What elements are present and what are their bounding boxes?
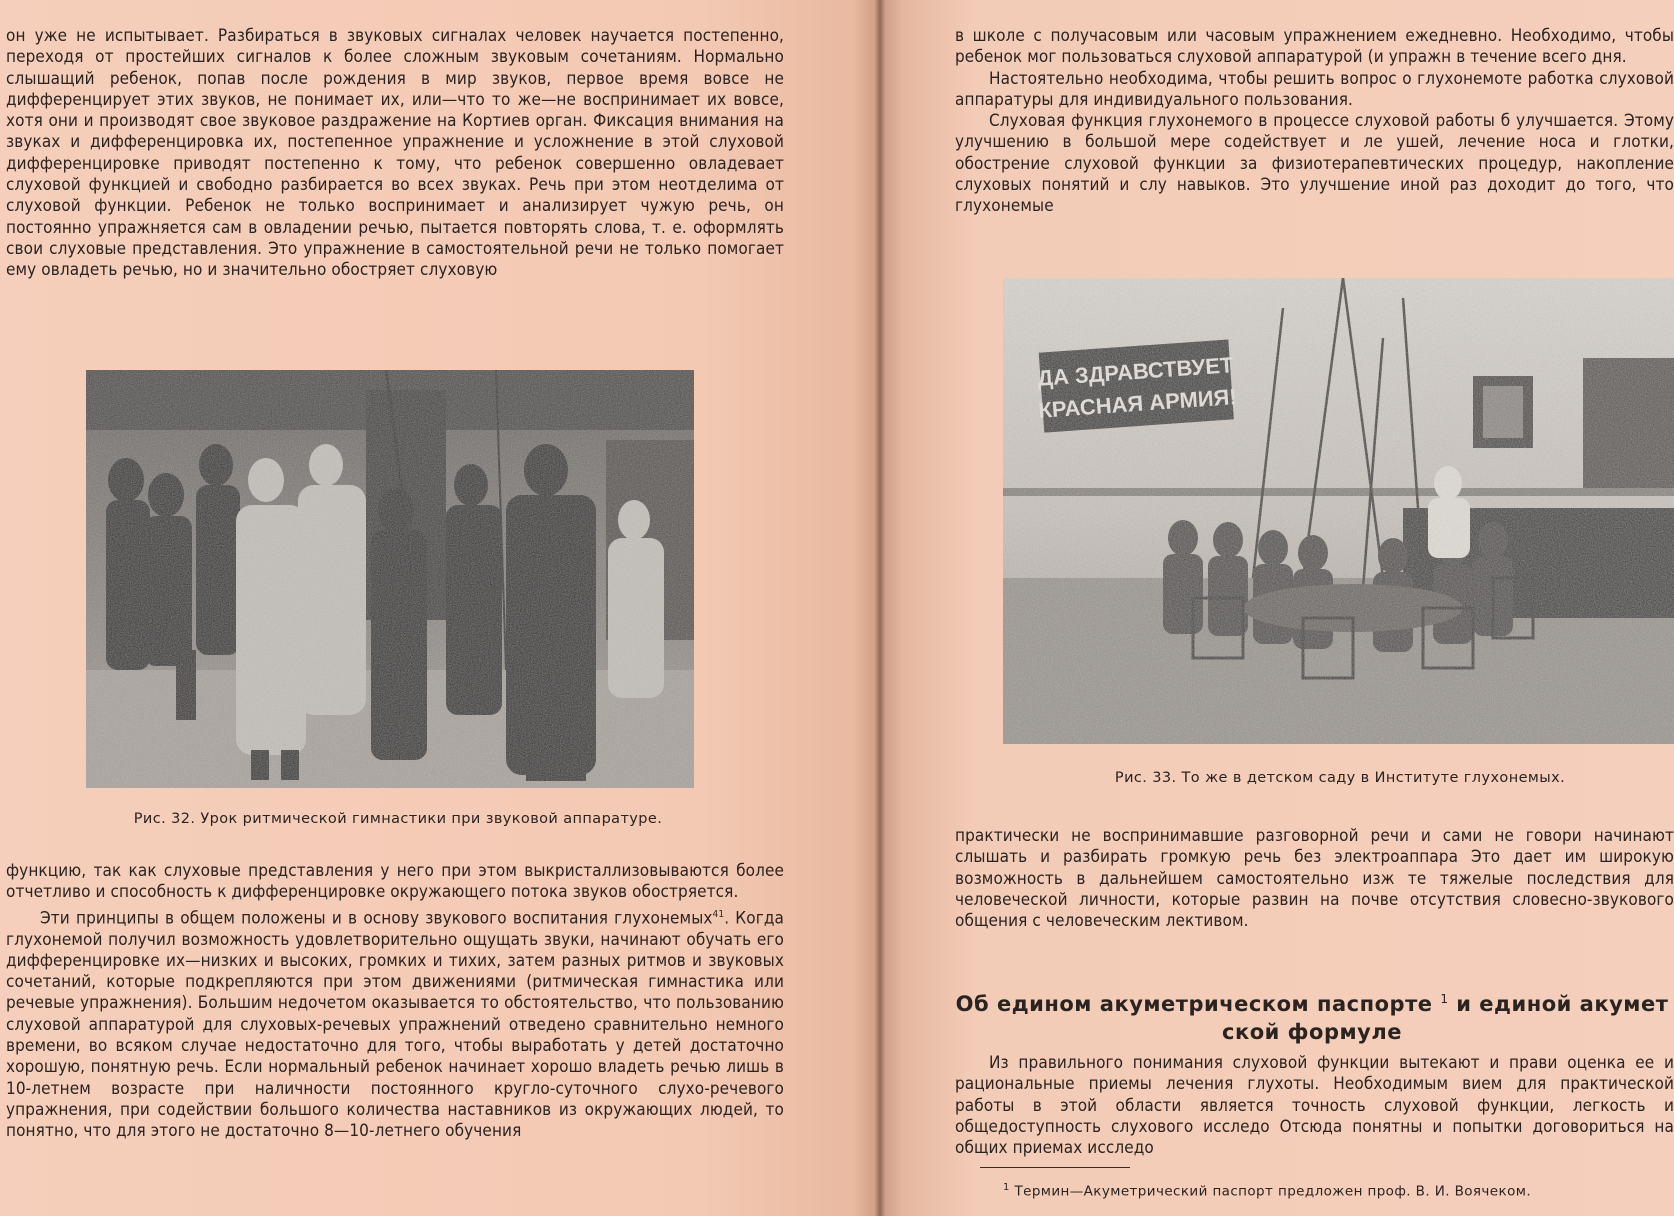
right-top-text (955, 26, 1674, 218)
figure-32-caption: Рис. 32. Урок ритмической гимнастики при звуковой аппаратуре. (133, 811, 663, 827)
heading-text: и единой акумет (1456, 992, 1669, 1016)
footnote (1003, 1182, 1663, 1200)
banner-line-1: ДА ЗДРАВСТВУЕТ (1036, 352, 1235, 391)
paragraph: практически не воспринимавшие разговорной речи и сами не говори начинают слышать и разбирать громкую речь без электроаппара Это дает им широкую возможность в дальнейшем самостоятельно изж те тяжелые последствия для человеческой личности, которые развин на почве отсутствия словесно-звукового общения с человеческим лективом. (955, 826, 1674, 932)
paragraph-text: . Когда глухонемой получил возможность удовлетворительно ощущать звуки, начинают обучать его дифференцировке их—низких и высоких, громких и тихих, затем разных ритмов и звуковых сочетаний, которые подкрепляются при этом движениями (ритмическая гимнастика или речевые упражнения). Большим недочетом оказывается то обстоятельство, что пользованию слуховой аппаратурой для слуховых-речевых упражнений отведено сравнительно немного времени, во всяком случае недостаточно для того, чтобы выработать у детей достаточно хорошую, понятную речь. Если нормальный ребенок начинает хорошо владеть речью лишь в 10-летнем возрасте при наличности постоянного кругло-суточного слухо-речевого упражнения, при содействии большого количества наставников из окружающих людей, то понятно, что для этого не достаточно 8—10-летнего обучения (6, 908, 785, 1142)
section-heading (950, 985, 1674, 1046)
paragraph: функцию, так как слуховые представления у него при этом выкристаллизовываются более отчетливо и способность к дифференцировке окружающего потока звуков обостряется. (6, 861, 784, 903)
figure-33-photo (1003, 278, 1674, 744)
banner-line-2: КРАСНАЯ АРМИЯ! (1037, 384, 1238, 423)
paragraph (6, 904, 784, 1143)
paragraph: Из правильного понимания слуховой функции вытекают и прави оценка ее и рациональные приемы лечения глухоты. Необходимым вием для практической работы в этой области является точность слуховой функции, легкость и общедоступность слухового исследо Отсюда понятны и попытки договориться на общих приемах исследо (955, 1053, 1674, 1159)
figure-32-photo (86, 370, 694, 788)
footnote-mark: 1 (1003, 1182, 1010, 1193)
right-end-text (955, 1053, 1674, 1159)
heading-line-1 (950, 985, 1674, 1018)
heading-text: Об едином акуметрическом паспорте (955, 992, 1433, 1016)
heading-line-2: ской формуле (1222, 1020, 1402, 1044)
left-top-paragraph (6, 26, 784, 282)
book-gutter (874, 0, 886, 1216)
left-bottom-text (6, 861, 784, 1143)
footnote-divider (980, 1167, 1130, 1168)
reference-mark: 41 (712, 908, 725, 920)
paragraph: в школе с получасовым или часовым упражнением ежедневно. Необходимо, чтобы ребенок мог пользоваться слуховой аппаратурой (и упражн в течение всего дня. (955, 26, 1674, 68)
footnote-text: Термин—Акуметрический паспорт предложен проф. В. И. Воячеком. (1014, 1183, 1532, 1200)
paragraph: он уже не испытывает. Разбираться в звуковых сигналах человек научается постепенно, переходя от простейших сигналов к более сложным звуковым сочетаниям. Нормально слышащий ребенок, попав после рождения в мир звуков, первое время вовсе не дифференцирует этих звуков, не понимает их, или—что то же—не воспринимает их вовсе, хотя они и производят свое звуковое раздражение на Кортиев орган. Фиксация внимания на звуках и дифференцировка их, постепенное упражнение и усложнение в этой слуховой дифференцировке приводят постепенно к тому, что ребенок совершенно овладевает слуховой функцией и свободно разбирается во всех звуках. Речь при этом неотделима от слуховой функции. Ребенок не только воспринимает и анализирует чужую речь, он постоянно упражняется сам в овладении речью, пытается повторять слова, т. е. оформлять свои слуховые представления. Это упражнение в самостоятельной речи не только помогает ему овладеть речью, но и значительно обостряет слуховую (6, 26, 784, 281)
paragraph-text: Эти принципы в общем положены и в основу звукового воспитания глухонемых (40, 908, 713, 929)
paragraph: Настоятельно необходима, чтобы решить вопрос о глухонемоте работка слуховой аппаратуры для индивидуального пользования. (955, 68, 1674, 110)
paragraph: Слуховая функция глухонемого в процессе слуховой работы б улучшается. Этому улучшению в большой мере содействует и ле ушей, лечение носа и глотки, обострение слуховой функции за физиотерапевтических процедур, накопление слуховых понятий и слу навыков. Это улучшение иной раз доходит до того, что глухонемые (955, 111, 1674, 217)
figure-33-caption: Рис. 33. То же в детском саду в Институте глухонемых. (1114, 770, 1566, 786)
right-mid-text (955, 826, 1674, 932)
footnote-ref: 1 (1440, 992, 1449, 1006)
